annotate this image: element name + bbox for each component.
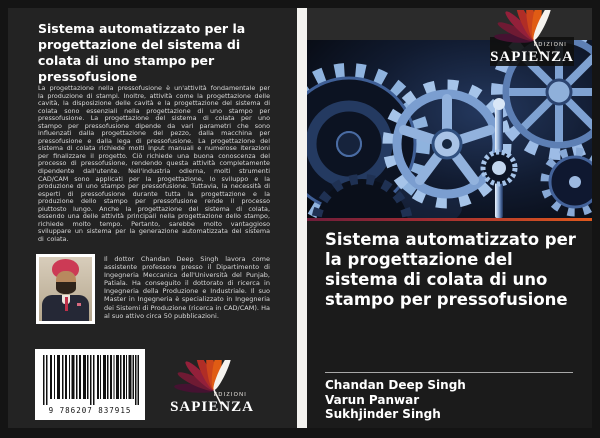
publisher-name: SAPIENZA	[170, 399, 254, 415]
front-title-block	[307, 221, 592, 428]
barcode-bars	[41, 355, 139, 411]
sapienza-logo-icon	[168, 360, 256, 416]
authors-divider	[325, 372, 573, 373]
isbn-digits: 9 786207 837915	[48, 406, 132, 415]
portrait-beard	[56, 282, 76, 294]
author-name: Varun Panwar	[325, 392, 420, 407]
author-name: Chandan Deep Singh	[325, 378, 466, 392]
portrait-pocket-square	[77, 303, 81, 306]
author-name: Sukhjinder Singh	[325, 407, 441, 421]
gears-illustration	[307, 40, 592, 218]
front-cover-title: Sistema automatizzato per la progettazione del sistema di colata di uno stampo per pressofusione	[325, 230, 576, 309]
front-cover-panel	[307, 8, 592, 428]
publisher-imprint: EDIZIONI	[213, 392, 247, 398]
portrait-tie	[65, 297, 69, 311]
authors-list	[325, 378, 466, 422]
book-synopsis: La progettazione nella pressofusione è un'attività fondamentale per la produzione di stampi. Inoltre, attività come la progettazione delle cavità, la disposizione delle cavità e la progettazione del sistema di colata sono essenziali nella progettazione di uno stampo per pressofusione. La progettazione del sistema di colata per uno stampo per pressofusione dipende da vari parametri che sono influenzati dalla progettazione del pezzo, dalla macchina per pressofusione e dalla lega di pressofusione. La progettazione del sistema di colata richiede molti input manuali e numerose iterazioni per finalizzare il progetto. Ciò richiede una buona conoscenza del processo di pressofusione, rendendo questa attività completamente dipendente dall'utente. Nell'industria odierna, molti strumenti CAD/CAM sono applicati per la progettazione, lo sviluppo e la produzione di uno stampo per pressofusione. Tuttavia, la necessità di esperti di pressofusione durante tutta la progettazione e la produzione dello stampo per pressofusione rende il processo piuttosto lungo. Anche la progettazione del sistema di colata, essendo una delle attività principali nella progettazione dello stampo, richiede molto tempo. Pertanto, sarebbe molto vantaggioso sviluppare un sistema per la generazione automatizzata del sistema di colata.	[38, 84, 270, 243]
back-cover-title: Sistema automatizzato per la progettazione del sistema di colata di uno stampo per pressofusione	[38, 21, 246, 84]
spine-strip	[297, 8, 307, 428]
author-portrait	[36, 254, 95, 324]
sapienza-logo-icon	[488, 10, 576, 66]
publisher-logo-top	[488, 10, 576, 66]
publisher-logo	[168, 360, 256, 416]
publisher-imprint: EDIZIONI	[533, 42, 567, 48]
isbn-barcode	[35, 349, 145, 420]
author-bio: Il dottor Chandan Deep Singh lavora come assistente professore presso il Dipartimento di Ingegneria Meccanica dell'Università del Punjab, Patiala. Ha conseguito il dottorato di ricerca in Ingegneria della Produzione e Industriale. Il suo Master in Ingegneria è specializzato in Ingegneria dei Sistemi di Produzione (ricerca in CAD/CAM). Ha al suo attivo circa 50 pubblicazioni.	[104, 255, 270, 320]
gears-photo	[307, 40, 592, 218]
publisher-name: SAPIENZA	[490, 49, 574, 65]
back-cover-panel	[8, 8, 297, 428]
